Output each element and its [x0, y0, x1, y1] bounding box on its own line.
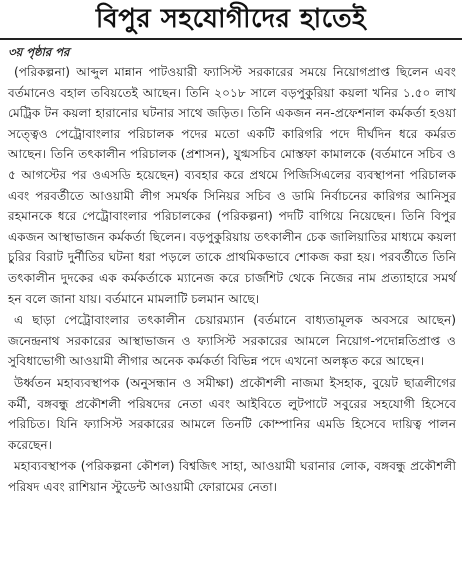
- paragraph: উর্ধ্বতন মহাব্যবস্থাপক (অনুসন্ধান ও সমীক্ষা) প্রকৌশলী নাজমা ইসহাক, বুয়েট ছাত্রলীগের কর্মী, বঙ্গবন্ধু প্রকৌশলী পরিষদের নেতা এবং আইবিতে লুটপাটে সবুরের সহযোগী হিসেবে পরিচিত। যিনি ফ্যাসিস্ট সরকারের আমলে তিনটি কোম্পানির এমডি হিসেবে দায়িত্ব পালন করেছেন।: [8, 375, 456, 452]
- continued-from-label: ৩য় পৃষ্ঠার পর: [8, 45, 70, 59]
- paragraph: মহাব্যবস্থাপক (পরিকল্পনা কৌশল) বিশ্বজিৎ সাহা, আওয়ামী ঘরানার লোক, বঙ্গবন্ধু প্রকৌশলী পরিষদ এবং রাশিয়ান স্টুডেন্ট আওয়ামী ফোরামের নেতা।: [8, 459, 456, 494]
- article-body: [0, 62, 462, 497]
- paragraph: (পরিকল্পনা) আব্দুল মান্নান পাটওয়ারী ফ্যাসিস্ট সরকারের সময়ে নিয়োগপ্রাপ্ত ছিলেন এবং বর্তমানেও বহাল তবিয়তেই আছেন। তিনি ২০১৮ সালে বড়পুকুরিয়া কয়লা খনির ১.৫০ লাখ মেট্রিক টন কয়লা হারানোর ঘটনার সাথে জড়িত। তিনি একজন নন-প্রফেশনাল কর্মকর্তা হওয়া সত্ত্বেও পেট্রোবাংলার পরিচালক পদের মতো একটি কারিগরি পদে দীর্ঘদিন ধরে কর্মরত আছেন। তিনি তৎকালীন পরিচালক (প্রশাসন), যুগ্মসচিব মোস্তফা কামালকে (বর্তমানে সচিব ও ৫ আগস্টের পর ওএসডি হয়েছেন) ব্যবহার করে প্রথমে পিজিসিএলের ব্যবস্থাপনা পরিচালক এবং পরবর্তীতে আওয়ামী লীগ সমর্থক সিনিয়র সচিব ও ডামি নির্বাচনের কারিগর আনিসুর রহমানকে ধরে পেট্রোবাংলার পরিচালকের (পরিকল্পনা) পদটি বাগিয়ে নিয়েছেন। তিনি বিপুর একজন আস্থাভাজন কর্মকর্তা ছিলেন। বড়পুকুরিয়ায় তৎকালীন চেক জালিয়াতির মাধ্যমে কয়লা চুরির বিরাট দুর্নীতির ঘটনা ধরা পড়লে তাকে প্রাথমিকভাবে শোকজ করা হয়। পরবর্তীতে তিনি তৎকালীন দুদকের এক কর্মকর্তাকে ম্যানেজ করে চার্জশিট থেকে নিজের নাম প্রত্যাহারে সমর্থ হন বলে জানা যায়। বর্তমানে মামলাটি চলমান আছে।: [8, 65, 456, 306]
- paragraph: এ ছাড়া পেট্রোবাংলার তৎকালীন চেয়ারম্যান (বর্তমানে বাধ্যতামূলক অবসরে আছেন) জনেন্দ্রনাথ সরকারের আস্থাভাজন ও ফ্যাসিস্ট সরকারের আমলে নিয়োগ-পদোন্নতিপ্রাপ্ত ও সুবিধাভোগী আওয়ামী লীগার অনেক কর্মকর্তা বিভিন্ন পদে এখনো অলঙ্কৃত করে আছেন।: [8, 313, 456, 369]
- headline: বিপুর সহযোগীদের হাতেই: [0, 0, 462, 40]
